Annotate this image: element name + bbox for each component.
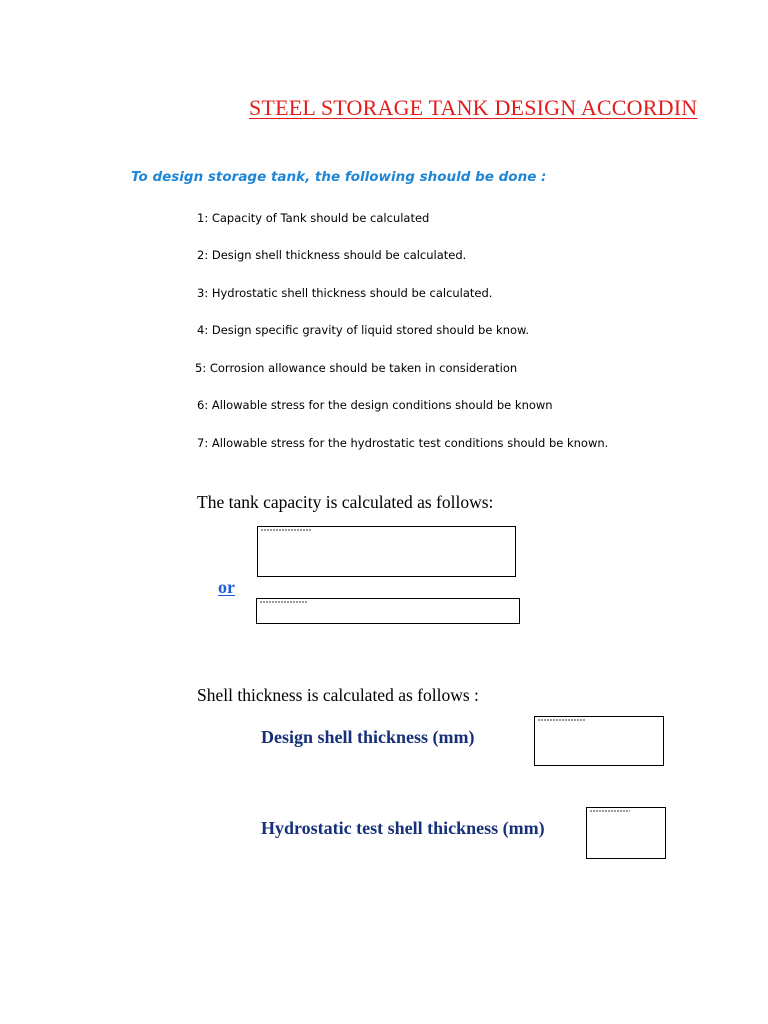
formula-placeholder — [261, 529, 311, 531]
capacity-formula-image-1 — [257, 526, 516, 577]
formula-placeholder — [590, 810, 630, 812]
step-item-4: 4: Design specific gravity of liquid stored should be know. — [197, 323, 530, 337]
step-item-2: 2: Design shell thickness should be calculated. — [197, 248, 467, 262]
hydrostatic-shell-formula-image — [586, 807, 666, 859]
design-shell-label: Design shell thickness (mm) — [261, 727, 475, 747]
shell-text: Shell thickness is calculated as follows : — [197, 685, 479, 705]
or-label: or — [218, 577, 235, 597]
hydrostatic-shell-label: Hydrostatic test shell thickness (mm) — [261, 818, 545, 838]
capacity-formula-image-2 — [256, 598, 520, 624]
document-title: STEEL STORAGE TANK DESIGN ACCORDIN — [249, 95, 698, 120]
step-item-6: 6: Allowable stress for the design conditions should be known — [197, 398, 553, 412]
step-item-3: 3: Hydrostatic shell thickness should be calculated. — [197, 286, 493, 300]
step-item-5: 5: Corrosion allowance should be taken in consideration — [195, 361, 518, 375]
capacity-text: The tank capacity is calculated as follows: — [197, 492, 494, 512]
formula-placeholder — [538, 719, 586, 721]
formula-placeholder — [260, 601, 308, 603]
design-shell-formula-image — [534, 716, 664, 766]
intro-text: To design storage tank, the following should be done : — [131, 169, 547, 185]
step-item-7: 7: Allowable stress for the hydrostatic test conditions should be known. — [197, 436, 609, 450]
step-item-1: 1: Capacity of Tank should be calculated — [197, 211, 430, 225]
